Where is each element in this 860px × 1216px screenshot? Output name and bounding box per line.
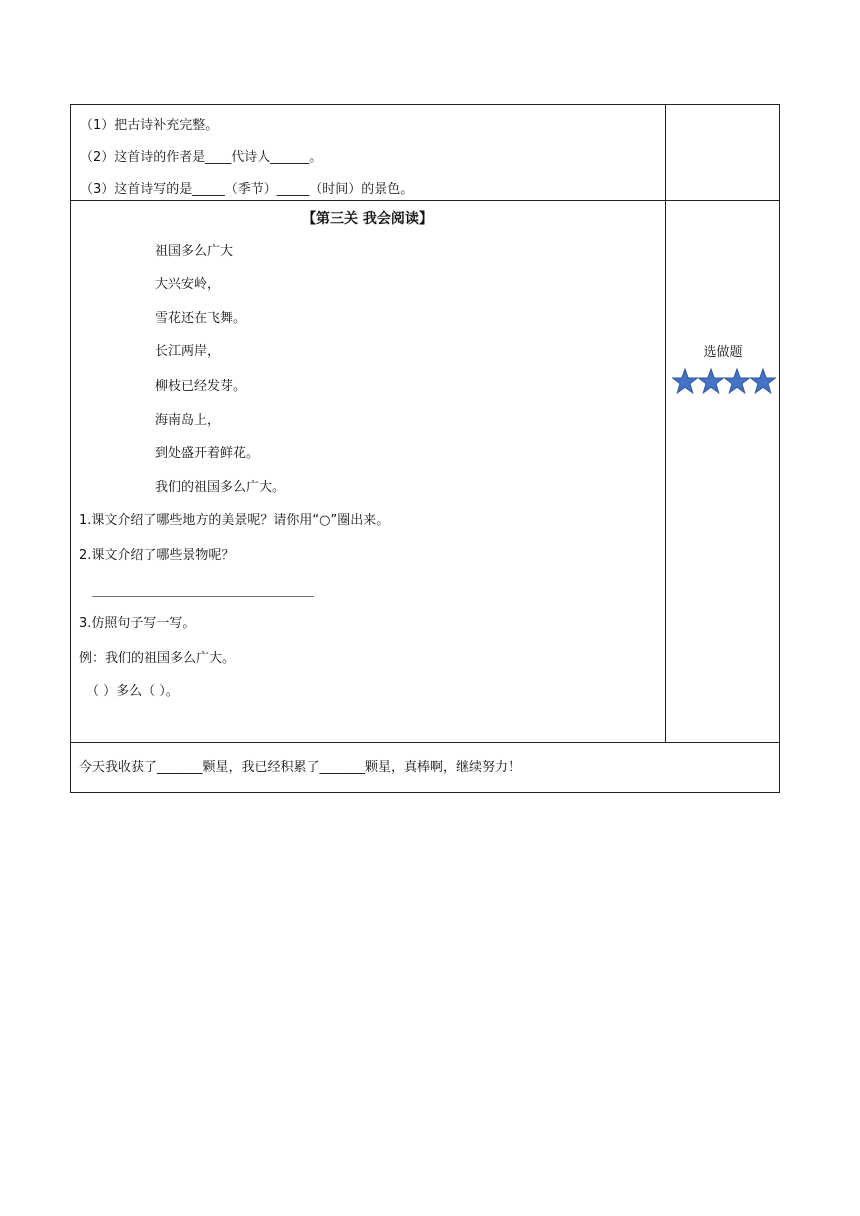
optional-label: 选做题 (703, 345, 743, 360)
worksheet-table (70, 104, 780, 793)
poem-line-5: 柳枝已经发芽。 (155, 379, 247, 394)
section-title: 【第三关 我会阅读】 (302, 211, 433, 227)
poem-line-6: 海南岛上， (155, 413, 221, 428)
reading-question-3: 3.仿照句子写一写。 (79, 616, 196, 631)
row-divider-1 (70, 200, 780, 201)
poem-line-7: 到处盛开着鲜花。 (155, 446, 260, 461)
table-border-top (70, 104, 780, 105)
question-poem-author: （2）这首诗的作者是____代诗人______。 (80, 150, 323, 165)
summary-text: 今天我收获了_______颗星，我已经积累了_______颗星，真棒啊，继续努力！ (79, 760, 522, 775)
poem-line-2: 大兴安岭， (155, 277, 221, 292)
star-icon (725, 369, 750, 393)
star-icon (751, 369, 776, 393)
star-rating (672, 367, 776, 395)
reading-question-2: 2.课文介绍了哪些景物呢？ (79, 548, 235, 563)
poem-line-1: 祖国多么广大 (155, 244, 234, 259)
fill-in-pattern[interactable]: （ ）多么（ ）。 (86, 684, 179, 699)
question-complete-poem: （1）把古诗补充完整。 (80, 118, 219, 133)
poem-line-3: 雪花还在飞舞。 (155, 311, 247, 326)
answer-line[interactable] (92, 596, 314, 597)
poem-line-8: 我们的祖国多么广大。 (155, 480, 286, 495)
reading-question-1: 1.课文介绍了哪些地方的美景呢？请你用“○”圈出来。 (79, 513, 390, 528)
example-sentence: 例：我们的祖国多么广大。 (79, 651, 236, 666)
table-border-bottom (70, 792, 780, 793)
star-icon (699, 369, 724, 393)
star-icon (673, 369, 698, 393)
row-divider-2 (70, 742, 780, 743)
poem-line-4: 长江两岸， (155, 344, 221, 359)
question-season-time: （3）这首诗写的是_____（季节）_____（时间）的景色。 (80, 182, 414, 197)
table-border-right (779, 104, 780, 793)
